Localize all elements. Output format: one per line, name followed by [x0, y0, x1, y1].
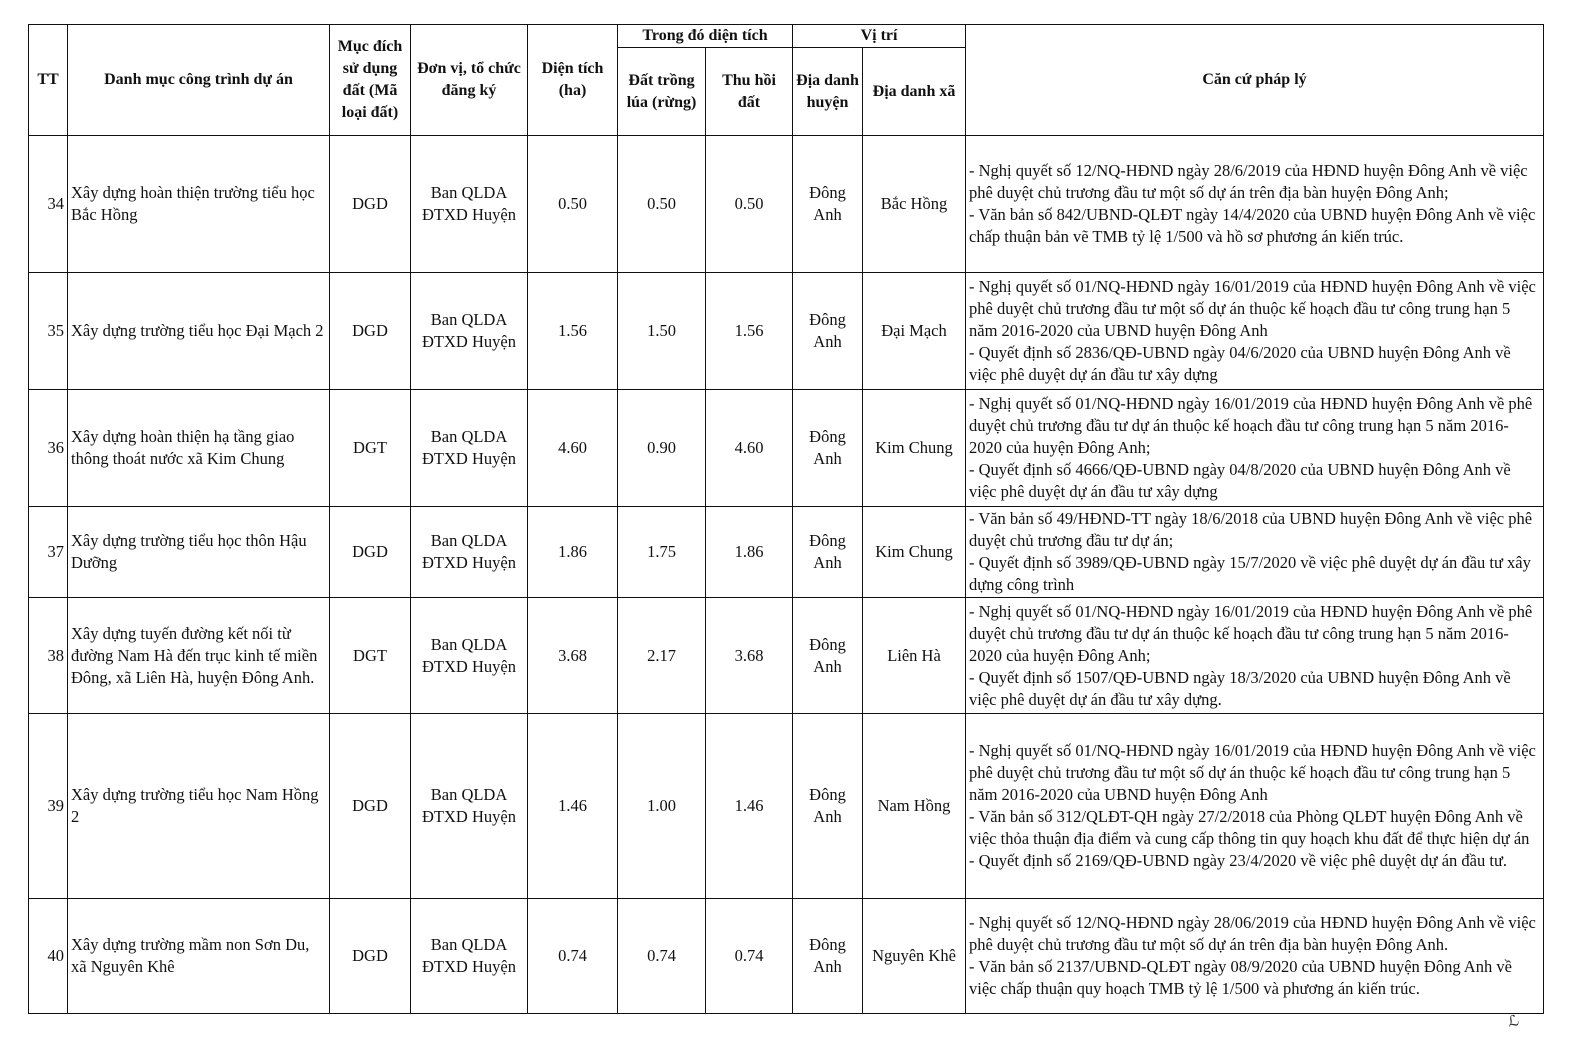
row-number: 38: [29, 598, 68, 714]
land-purpose-code: DGD: [330, 273, 411, 390]
rice-land-area: 0.90: [618, 390, 706, 507]
registering-unit: Ban QLDA ĐTXD Huyện: [411, 136, 528, 273]
legal-basis-item: - Nghị quyết số 01/NQ-HĐND ngày 16/01/2019 của HĐND huyện Đông Anh về việc phê duyệt chủ trương đầu tư một số dự án thuộc kế hoạch đầu tư công trung hạn 5 năm 2016-2020 của UBND huyện Đông Anh: [969, 277, 1536, 340]
district-name: Đông Anh: [793, 899, 863, 1014]
recovered-area: 0.50: [706, 136, 793, 273]
legal-basis-item: - Nghị quyết số 01/NQ-HĐND ngày 16/01/2019 của HĐND huyện Đông Anh về phê duyệt chủ trương đầu tư dự án thuộc kế hoạch đầu tư công trung hạn 5 năm 2016-2020 của huyện Đông Anh;: [969, 394, 1533, 457]
table-row: [29, 714, 1544, 899]
legal-basis: [966, 273, 1544, 390]
district-name: Đông Anh: [793, 390, 863, 507]
handwritten-initial: ℒ: [1506, 1011, 1521, 1031]
legal-basis-item: - Nghị quyết số 01/NQ-HĐND ngày 16/01/2019 của HĐND huyện Đông Anh về phê duyệt chủ trương đầu tư dự án thuộc kế hoạch đầu tư công trung hạn 5 năm 2016-2020 của huyện Đông Anh;: [969, 601, 1533, 665]
registering-unit: Ban QLDA ĐTXD Huyện: [411, 273, 528, 390]
legal-basis: [966, 899, 1544, 1014]
row-number: 39: [29, 714, 68, 899]
district-name: Đông Anh: [793, 136, 863, 273]
area-ha: 1.86: [528, 507, 618, 598]
land-purpose-code: DGD: [330, 136, 411, 273]
header-district: Địa danh huyện: [793, 48, 863, 136]
legal-basis: [966, 598, 1544, 714]
legal-basis-item: - Quyết định số 1507/QĐ-UBND ngày 18/3/2020 của UBND huyện Đông Anh về việc phê duyệt dự án đầu tư xây dựng.: [969, 667, 1511, 709]
header-recovered: Thu hồi đất: [706, 48, 793, 136]
land-purpose-code: DGT: [330, 390, 411, 507]
land-use-projects-table: [28, 24, 1544, 1014]
header-of-which: Trong đó diện tích: [618, 25, 793, 48]
legal-basis: [966, 507, 1544, 598]
row-number: 36: [29, 390, 68, 507]
registering-unit: Ban QLDA ĐTXD Huyện: [411, 714, 528, 899]
area-ha: 4.60: [528, 390, 618, 507]
area-ha: 0.74: [528, 899, 618, 1014]
legal-basis-item: - Quyết định số 3989/QĐ-UBND ngày 15/7/2020 về việc phê duyệt dự án đầu tư xây dựng công trình: [969, 553, 1531, 594]
commune-name: Liên Hà: [863, 598, 966, 714]
registering-unit: Ban QLDA ĐTXD Huyện: [411, 598, 528, 714]
project-name: Xây dựng trường tiểu học thôn Hậu Dưỡng: [68, 507, 330, 598]
commune-name: Kim Chung: [863, 390, 966, 507]
commune-name: Bắc Hồng: [863, 136, 966, 273]
legal-basis-item: - Quyết định số 4666/QĐ-UBND ngày 04/8/2020 của UBND huyện Đông Anh về việc phê duyệt dự án đầu tư xây dựng: [969, 460, 1511, 501]
legal-basis-item: - Nghị quyết số 12/NQ-HĐND ngày 28/06/2019 của HĐND huyện Đông Anh về việc phê duyệt chủ trương đầu tư một số dự án trên địa bàn huyện Đông Anh.: [969, 913, 1536, 954]
rice-land-area: 1.00: [618, 714, 706, 899]
table-row: [29, 598, 1544, 714]
area-ha: 0.50: [528, 136, 618, 273]
registering-unit: Ban QLDA ĐTXD Huyện: [411, 390, 528, 507]
recovered-area: 4.60: [706, 390, 793, 507]
header-location: Vị trí: [793, 25, 966, 48]
row-number: 34: [29, 136, 68, 273]
legal-basis-item: - Nghị quyết số 01/NQ-HĐND ngày 16/01/2019 của HĐND huyện Đông Anh về việc phê duyệt chủ trương đầu tư một số dự án thuộc kế hoạch đầu tư công trung hạn 5 năm 2016-2020 của UBND huyện Đông Anh: [969, 741, 1536, 804]
recovered-area: 1.56: [706, 273, 793, 390]
area-ha: 1.46: [528, 714, 618, 899]
table-row: [29, 390, 1544, 507]
project-name: Xây dựng hoàn thiện trường tiểu học Bắc Hồng: [68, 136, 330, 273]
recovered-area: 0.74: [706, 899, 793, 1014]
header-legal-basis: Căn cứ pháp lý: [966, 25, 1544, 136]
legal-basis-item: - Văn bản số 49/HĐND-TT ngày 18/6/2018 của UBND huyện Đông Anh về việc phê duyệt chủ trương đầu tư dự án;: [969, 509, 1533, 550]
legal-basis: [966, 390, 1544, 507]
legal-basis: [966, 136, 1544, 273]
registering-unit: Ban QLDA ĐTXD Huyện: [411, 899, 528, 1014]
project-name: Xây dựng tuyến đường kết nối từ đường Nam Hà đến trục kinh tế miền Đông, xã Liên Hà, huyện Đông Anh.: [68, 598, 330, 714]
district-name: Đông Anh: [793, 598, 863, 714]
rice-land-area: 1.75: [618, 507, 706, 598]
commune-name: Nam Hồng: [863, 714, 966, 899]
commune-name: Nguyên Khê: [863, 899, 966, 1014]
project-name: Xây dựng trường tiểu học Đại Mạch 2: [68, 273, 330, 390]
legal-basis-item: - Quyết định số 2836/QĐ-UBND ngày 04/6/2020 của UBND huyện Đông Anh về việc phê duyệt dự án đầu tư xây dựng: [969, 343, 1511, 384]
legal-basis-item: - Quyết định số 2169/QĐ-UBND ngày 23/4/2020 về việc phê duyệt dự án đầu tư.: [969, 851, 1508, 870]
land-purpose-code: DGD: [330, 899, 411, 1014]
land-purpose-code: DGT: [330, 598, 411, 714]
project-name: Xây dựng trường mầm non Sơn Du, xã Nguyên Khê: [68, 899, 330, 1014]
table-row: [29, 899, 1544, 1014]
header-area: Diện tích (ha): [528, 25, 618, 136]
row-number: 40: [29, 899, 68, 1014]
row-number: 35: [29, 273, 68, 390]
commune-name: Đại Mạch: [863, 273, 966, 390]
registering-unit: Ban QLDA ĐTXD Huyện: [411, 507, 528, 598]
area-ha: 3.68: [528, 598, 618, 714]
header-tt: TT: [29, 25, 68, 136]
recovered-area: 1.46: [706, 714, 793, 899]
header-purpose: Mục đích sử dụng đất (Mã loại đất): [330, 25, 411, 136]
header-rice-land: Đất trồng lúa (rừng): [618, 48, 706, 136]
header-unit: Đơn vị, tổ chức đăng ký: [411, 25, 528, 136]
table-body: [29, 136, 1544, 1014]
recovered-area: 1.86: [706, 507, 793, 598]
land-purpose-code: DGD: [330, 714, 411, 899]
table-header: [29, 25, 1544, 136]
rice-land-area: 2.17: [618, 598, 706, 714]
district-name: Đông Anh: [793, 273, 863, 390]
row-number: 37: [29, 507, 68, 598]
district-name: Đông Anh: [793, 507, 863, 598]
legal-basis: [966, 714, 1544, 899]
land-purpose-code: DGD: [330, 507, 411, 598]
table-row: [29, 136, 1544, 273]
district-name: Đông Anh: [793, 714, 863, 899]
legal-basis-item: - Văn bản số 2137/UBND-QLĐT ngày 08/9/2020 của UBND huyện Đông Anh về việc chấp thuận quy hoạch TMB tỷ lệ 1/500 và phương án kiến trúc.: [969, 957, 1512, 998]
legal-basis-item: - Nghị quyết số 12/NQ-HĐND ngày 28/6/2019 của HĐND huyện Đông Anh về việc phê duyệt chủ trương đầu tư một số dự án trên địa bàn huyện Đông Anh;: [969, 161, 1528, 202]
legal-basis-item: - Văn bản số 842/UBND-QLĐT ngày 14/4/2020 của UBND huyện Đông Anh về việc chấp thuận bản vẽ TMB tỷ lệ 1/500 và hồ sơ phương án kiến trúc.: [969, 205, 1536, 246]
recovered-area: 3.68: [706, 598, 793, 714]
table-row: [29, 273, 1544, 390]
area-ha: 1.56: [528, 273, 618, 390]
legal-basis-item: - Văn bản số 312/QLĐT-QH ngày 27/2/2018 của Phòng QLĐT huyện Đông Anh về việc thỏa thuận địa điểm và cung cấp thông tin quy hoạch khu đất để thực hiện dự án: [969, 807, 1530, 848]
commune-name: Kim Chung: [863, 507, 966, 598]
table-row: [29, 507, 1544, 598]
rice-land-area: 1.50: [618, 273, 706, 390]
header-commune: Địa danh xã: [863, 48, 966, 136]
rice-land-area: 0.74: [618, 899, 706, 1014]
rice-land-area: 0.50: [618, 136, 706, 273]
project-name: Xây dựng hoàn thiện hạ tầng giao thông thoát nước xã Kim Chung: [68, 390, 330, 507]
project-name: Xây dựng trường tiểu học Nam Hồng 2: [68, 714, 330, 899]
header-project: Danh mục công trình dự án: [68, 25, 330, 136]
